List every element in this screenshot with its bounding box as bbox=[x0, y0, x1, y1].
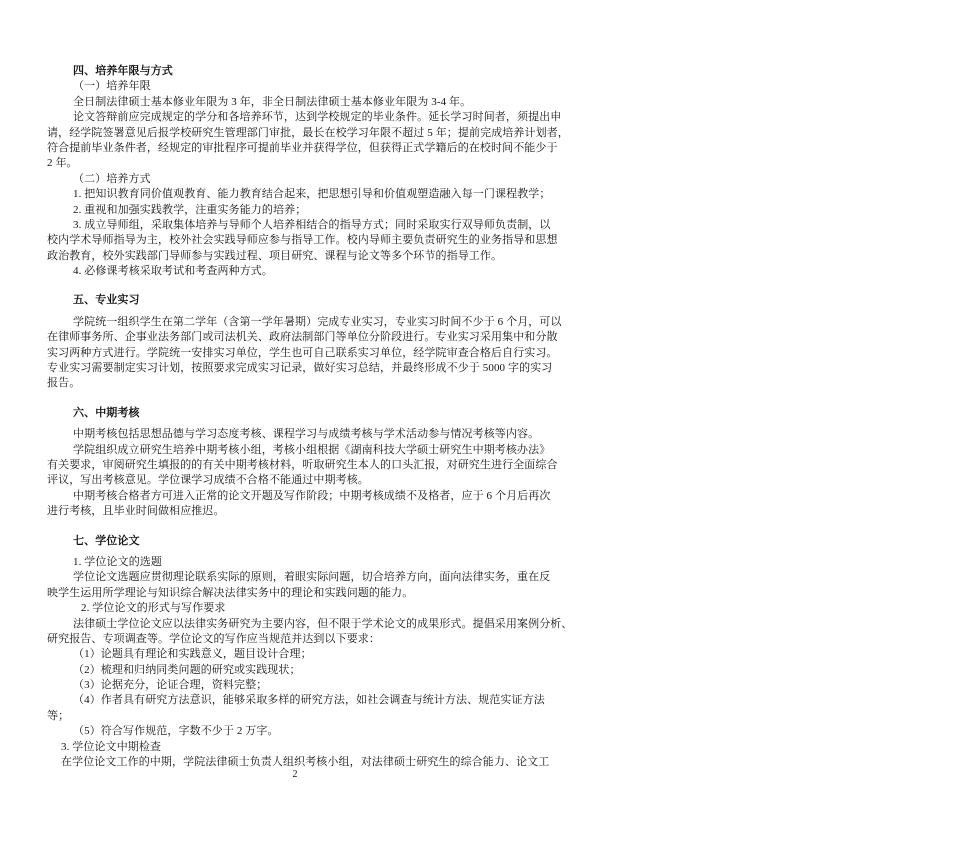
text-lines bbox=[47, 64, 573, 770]
text-line: 请，经学院签署意见后报学校研究生管理部门审批，最长在校学习年限不超过 5 年；提前完成培养计划者， bbox=[47, 126, 569, 139]
text-line: 有关要求，审阅研究生填报的的有关中期考核材料，听取研究生本人的口头汇报，对研究生进行全面综合 bbox=[47, 458, 558, 471]
text-line: 实习两种方式进行。学院统一安排实习单位，学生也可自己联系实习单位，经学院审查合格后自行实习。 bbox=[47, 346, 558, 359]
text-line: （4）作者具有研究方法意识，能够采取多样的研究方法，如社会调查与统计方法、规范实证方法 bbox=[73, 694, 545, 707]
text-line: 法律硕士学位论文应以法律实务研究为主要内容，但不限于学术论文的成果形式。提倡采用案例分析、 bbox=[73, 617, 573, 630]
text-line: 4. 必修课考核采取考试和考查两种方式。 bbox=[73, 265, 273, 278]
text-line: 映学生运用所学理论与知识综合解决法律实务中的理论和实践问题的能力。 bbox=[47, 586, 414, 599]
text-line: 在学位论文工作的中期，学院法律硕士负责人组织考核小组，对法律硕士研究生的综合能力、论文工 bbox=[61, 756, 550, 769]
text-line: （二）培养方式 bbox=[73, 172, 151, 185]
text-line: （一）培养年限 bbox=[73, 80, 151, 93]
text-line: （5）符合写作规范，字数不少于 2 万字。 bbox=[73, 725, 279, 738]
text-line: 中期考核合格者方可进入正常的论文开题及写作阶段；中期考核成绩不及格者，应于 6 个月后再次 bbox=[73, 489, 551, 502]
text-line: 校内学术导师指导为主，校外社会实践导师应参与指导工作。校内导师主要负责研究生的业务指导和思想 bbox=[47, 234, 558, 247]
text-line: 2 年。 bbox=[47, 157, 78, 170]
text-line: 全日制法律硕士基本修业年限为 3 年，非全日制法律硕士基本修业年限为 3-4 年。 bbox=[73, 95, 472, 108]
text-line: （1）论题具有理论和实践意义，题目设计合理； bbox=[73, 648, 312, 661]
section-heading: 七、学位论文 bbox=[73, 534, 140, 547]
text-line: 2. 重视和加强实践教学，注重实务能力的培养； bbox=[73, 203, 307, 216]
text-line: 在律师事务所、企事业法务部门或司法机关、政府法制部门等单位分阶段进行。专业实习采用集中和分散 bbox=[47, 331, 558, 344]
text-line: 学院统一组织学生在第二学年（含第一学年暑期）完成专业实习，专业实习时间不少于 6 个月，可以 bbox=[73, 315, 562, 328]
text-line: 1. 学位论文的选题 bbox=[73, 555, 162, 568]
text-line: 符合提前毕业条件者，经规定的审批程序可提前毕业并获得学位，但获得正式学籍后的在校时间不能少于 bbox=[47, 141, 558, 154]
text-line: 论文答辩前应完成规定的学分和各培养环节，达到学校规定的毕业条件。延长学习时间者，须提出申 bbox=[73, 111, 562, 124]
spacer bbox=[47, 279, 543, 293]
page-number: 2 bbox=[292, 769, 298, 780]
text-line: 3. 学位论文中期检查 bbox=[61, 740, 162, 753]
text-line: 专业实习需要制定实习计划，按照要求完成实习记录，做好实习总结，并最终形成不少于 5000 字的实习 bbox=[47, 362, 553, 375]
text-line: 学院组织成立研究生培养中期考核小组，考核小组根据《湖南科技大学硕士研究生中期考核办法》 bbox=[73, 443, 551, 456]
text-line: 评议，写出考核意见。学位课学习成绩不合格不能通过中期考核。 bbox=[47, 474, 369, 487]
text-line: 进行考核，且毕业时间做相应推迟。 bbox=[47, 505, 225, 518]
text-line: 2. 学位论文的形式与写作要求 bbox=[81, 602, 226, 615]
text-line: 3. 成立导师组，采取集体培养与导师个人培养相结合的指导方式；同时采取实行双导师负责制，以 bbox=[73, 218, 551, 231]
text-line: 政治教育，校外实践部门导师参与实践过程、项目研究、课程与论文等多个环节的指导工作。 bbox=[47, 249, 503, 262]
text-line: 学位论文选题应贯彻理论联系实际的原则，着眼实际问题，切合培养方向，面向法律实务，重在反 bbox=[73, 571, 551, 584]
section-heading: 五、专业实习 bbox=[73, 294, 140, 307]
text-line: （3）论据充分，论证合理，资料完整； bbox=[73, 679, 268, 692]
text-line: 等； bbox=[47, 709, 70, 722]
spacer bbox=[47, 392, 543, 406]
section-heading: 四、培养年限与方式 bbox=[73, 65, 173, 77]
spacer bbox=[47, 520, 543, 534]
text-line: 研究报告、专项调查等。学位论文的写作应当规范并达到以下要求： bbox=[47, 632, 380, 645]
text-line: 1. 把知识教育同价值观教育、能力教育结合起来，把思想引导和价值观塑造融入每一门课程教学； bbox=[73, 188, 551, 201]
text-line: 中期考核包括思想品德与学习态度考核、课程学习与成绩考核与学术活动参与情况考核等内容。 bbox=[73, 428, 540, 441]
text-line: （2）梳理和归纳同类问题的研究或实践现状； bbox=[73, 663, 301, 676]
section-heading: 六、中期考核 bbox=[73, 406, 140, 419]
text-line: 报告。 bbox=[47, 377, 81, 390]
